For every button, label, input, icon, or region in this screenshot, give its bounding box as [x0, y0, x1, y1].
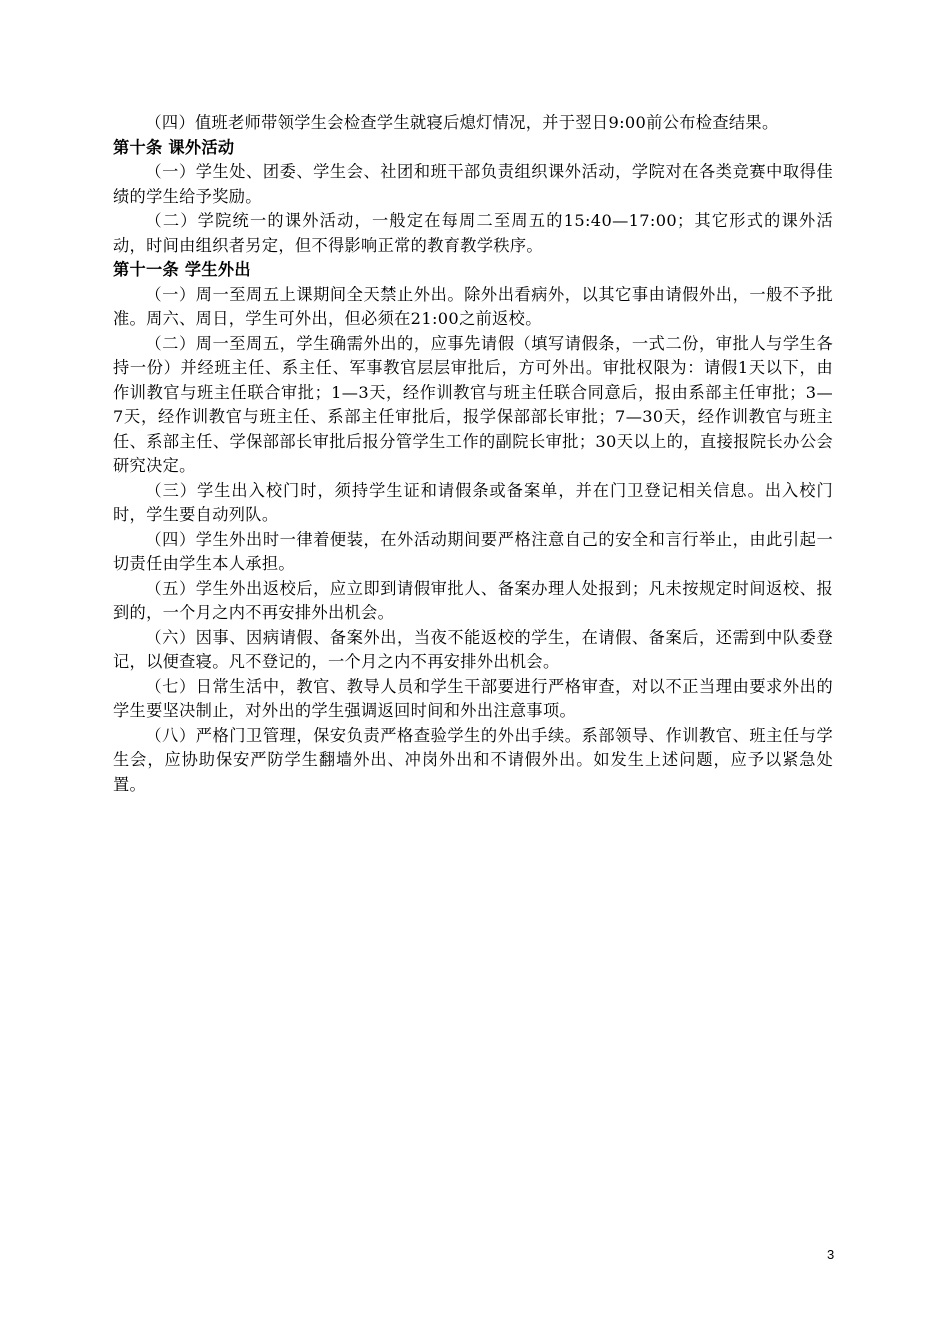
article-10-heading: 第十条 课外活动	[113, 137, 235, 157]
paragraph-11-5: （五）学生外出返校后，应立即到请假审批人、备案办理人处报到；凡未按规定时间返校、报到的，一个月之内不再安排外出机会。	[113, 578, 833, 622]
document-body	[113, 111, 833, 797]
paragraph-10-2: （二）学院统一的课外活动，一般定在每周二至周五的15:40—17:00；其它形式的课外活动，时间由组织者另定，但不得影响正常的教育教学秩序。	[113, 211, 833, 255]
paragraph-11-6: （六）因事、因病请假、备案外出，当夜不能返校的学生，在请假、备案后，还需到中队委登记，以便查寝。凡不登记的，一个月之内不再安排外出机会。	[113, 627, 833, 671]
paragraph-11-4: （四）学生外出时一律着便装，在外活动期间要严格注意自己的安全和言行举止，由此引起一切责任由学生本人承担。	[113, 529, 833, 573]
paragraph-11-1: （一）周一至周五上课期间全天禁止外出。除外出看病外，以其它事由请假外出，一般不予批准。周六、周日，学生可外出，但必须在21:00之前返校。	[113, 284, 833, 328]
page-number: 3	[827, 1247, 835, 1262]
paragraph-11-3: （三）学生出入校门时，须持学生证和请假条或备案单，并在门卫登记相关信息。出入校门时，学生要自动列队。	[113, 480, 833, 524]
paragraph-11-8: （八）严格门卫管理，保安负责严格查验学生的外出手续。系部领导、作训教官、班主任与学生会，应协助保安严防学生翻墙外出、冲岗外出和不请假外出。如发生上述问题，应予以紧急处置。	[113, 725, 833, 794]
paragraph-item-4-lights-out-check: （四）值班老师带领学生会检查学生就寝后熄灯情况，并于翌日9:00前公布检查结果。	[145, 113, 779, 132]
paragraph-11-7: （七）日常生活中，教官、教导人员和学生干部要进行严格审查，对以不正当理由要求外出的学生要坚决制止，对外出的学生强调返回时间和外出注意事项。	[113, 676, 833, 720]
paragraph-11-2: （二）周一至周五，学生确需外出的，应事先请假（填写请假条，一式二份，审批人与学生各持一份）并经班主任、系主任、军事教官层层审批后，方可外出。审批权限为：请假1天以下，由作训教官与班主任联合审批；1—3天，经作训教官与班主任联合同意后，报由系部主任审批；3—7天，经作训教官与班主任、系部主任审批后，报学保部部长审批；7—30天，经作训教官与班主任、系部主任、学保部部长审批后报分管学生工作的副院长审批；30天以上的，直接报院长办公会研究决定。	[113, 333, 833, 475]
paragraph-10-1: （一）学生处、团委、学生会、社团和班干部负责组织课外活动，学院对在各类竞赛中取得佳绩的学生给予奖励。	[113, 162, 833, 206]
article-11-heading: 第十一条 学生外出	[113, 260, 251, 279]
